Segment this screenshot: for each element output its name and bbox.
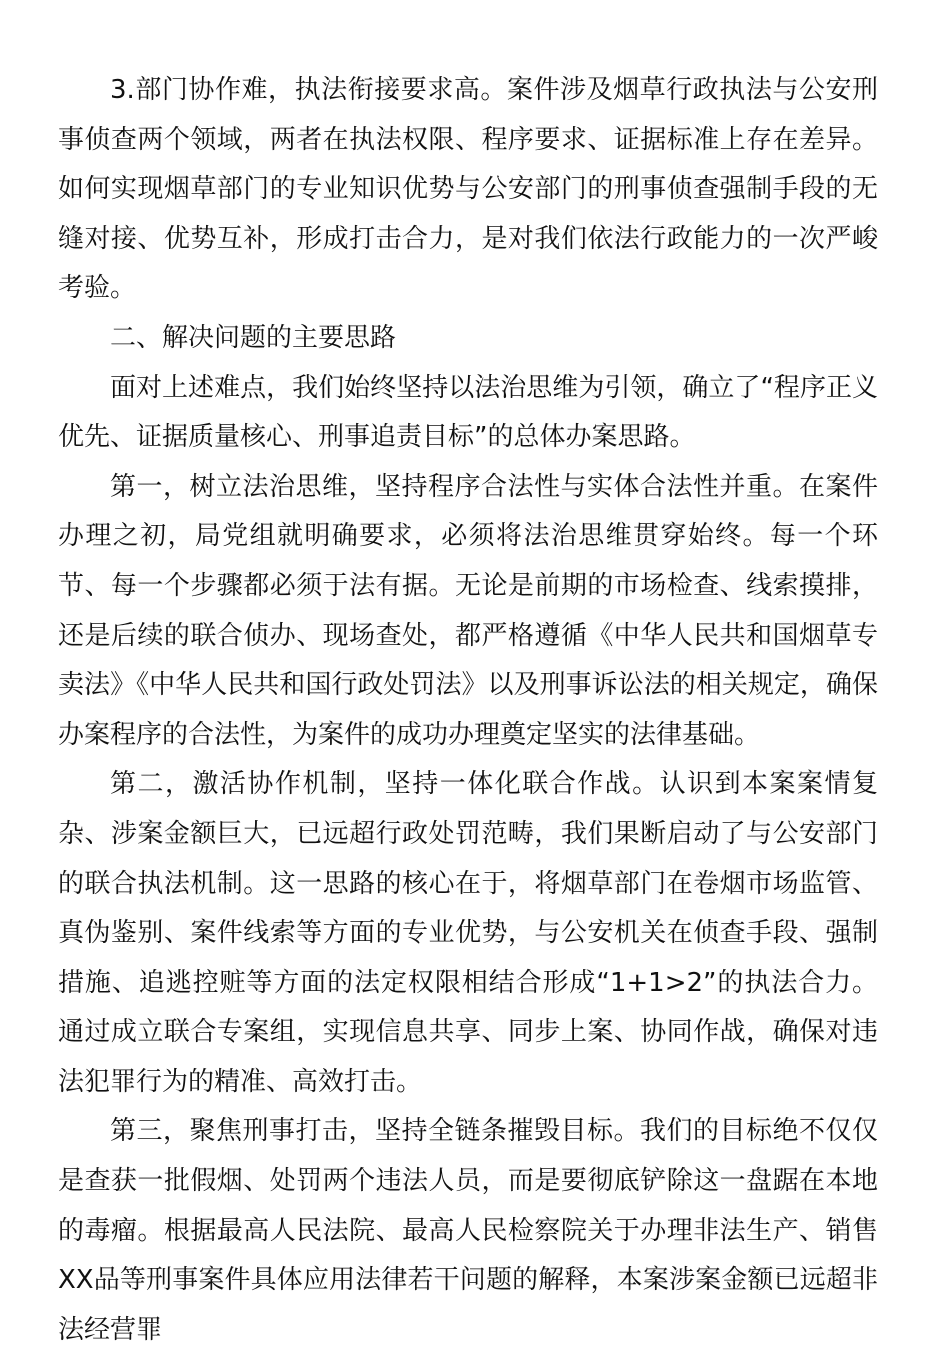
paragraph-department-cooperation: 3.部门协作难，执法衔接要求高。案件涉及烟草行政执法与公安刑事侦查两个领域，两者在执法权限、程序要求、证据标准上存在差异。如何实现烟草部门的专业知识优势与公安部门的刑事侦查强制手段的无缝对接、优势互补，形成打击合力，是对我们依法行政能力的一次严峻考验。 [58,75,878,304]
document-body [58,66,878,1355]
paragraph-third-criminal-strike: 第三，聚焦刑事打击，坚持全链条摧毁目标。我们的目标绝不仅仅是查获一批假烟、处罚两个违法人员，而是要彻底铲除这一盘踞在本地的毒瘤。根据最高人民法院、最高人民检察院关于办理非法生产、销售XX品等刑事案件具体应用法律若干问题的解释，本案涉案金额已远超非法经营罪 [58,1116,878,1345]
paragraph-second-cooperation: 第二，激活协作机制，坚持一体化联合作战。认识到本案案情复杂、涉案金额巨大，已远超行政处罚范畴，我们果断启动了与公安部门的联合执法机制。这一思路的核心在于，将烟草部门在卷烟市场监管、真伪鉴别、案件线索等方面的专业优势，与公安机关在侦查手段、强制措施、追逃控赃等方面的法定权限相结合形成“1+1>2”的执法合力。通过成立联合专案组，实现信息共享、同步上案、协同作战，确保对违法犯罪行为的精准、高效打击。 [58,769,878,1097]
paragraph-first-rule-of-law: 第一，树立法治思维，坚持程序合法性与实体合法性并重。在案件办理之初，局党组就明确要求，必须将法治思维贯穿始终。每一个环节、每一个步骤都必须于法有据。无论是前期的市场检查、线索摸排，还是后续的联合侦办、现场查处，都严格遵循《中华人民共和国烟草专卖法》《中华人民共和国行政处罚法》以及刑事诉讼法的相关规定，确保办案程序的合法性，为案件的成功办理奠定坚实的法律基础。 [58,471,878,750]
paragraph-overall-approach: 面对上述难点，我们始终坚持以法治思维为引领，确立了“程序正义优先、证据质量核心、刑事追责目标”的总体办案思路。 [58,372,878,453]
section-heading-main-ideas: 二、解决问题的主要思路 [110,322,397,353]
